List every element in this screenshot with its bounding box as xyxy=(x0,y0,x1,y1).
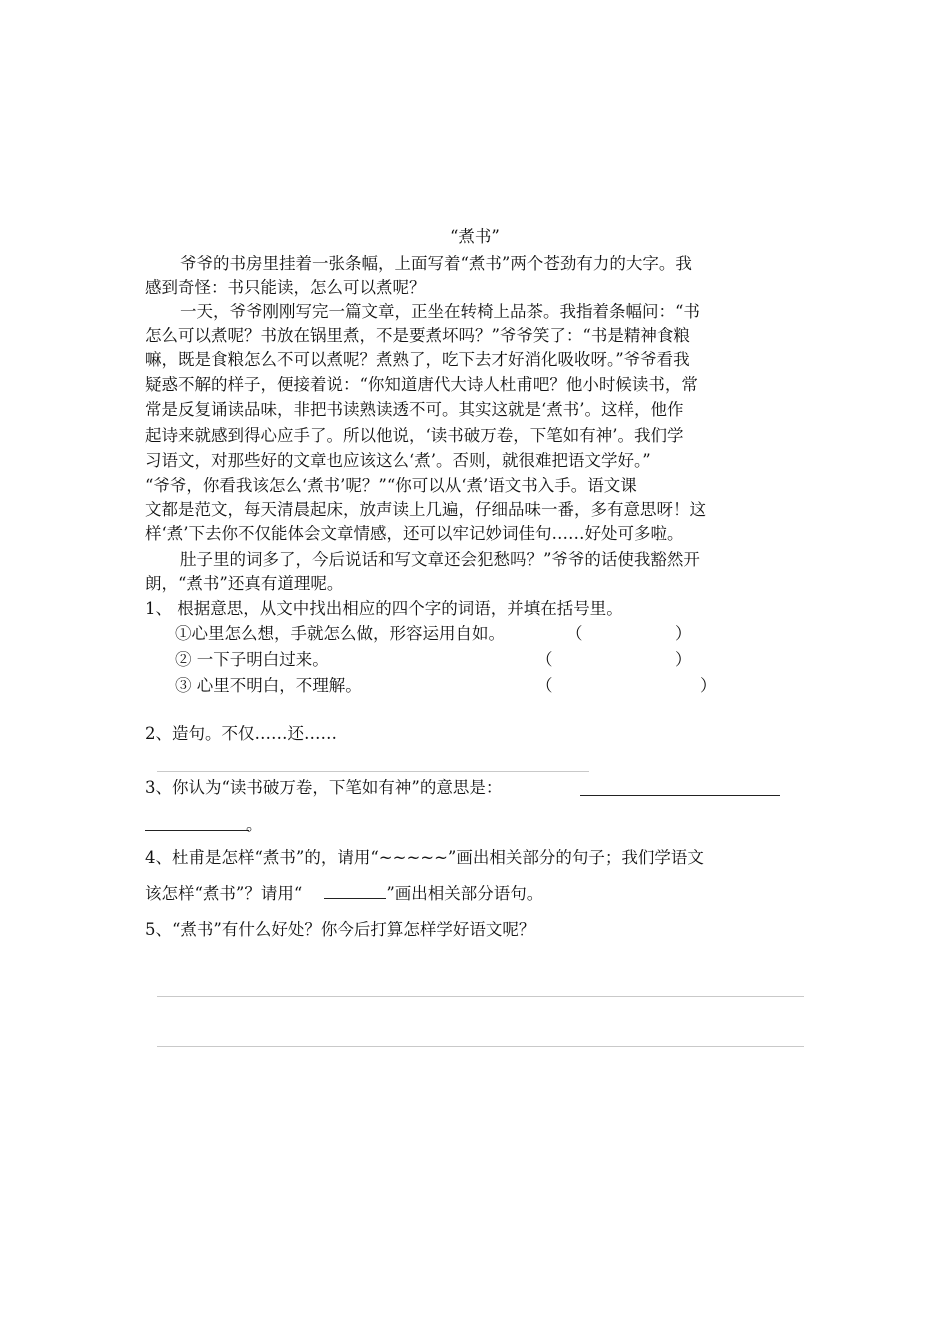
answer-open-paren: （ xyxy=(536,676,553,695)
passage-line: 怎么可以煮呢？书放在锅里煮，不是要煮坏吗？”爷爷笑了：“书是精神食粮 xyxy=(145,326,690,345)
question-4-line-1: 4、杜甫是怎样“煮书”的，请用“~~~~~”画出相关部分的句子；我们学语文 xyxy=(145,848,704,867)
question-2-prompt: 2、造句。不仅……还…… xyxy=(145,724,337,743)
passage-line: 嘛，既是食粮怎么不可以煮呢？煮熟了，吃下去才好消化吸收呀。”爷爷看我 xyxy=(145,350,690,369)
answer-close-paren: ） xyxy=(675,650,692,669)
passage-title: “煮书” xyxy=(450,227,500,246)
passage-line: 起诗来就感到得心应手了。所以他说，‘读书破万卷，下笔如有神’。我们学 xyxy=(145,426,684,445)
question-5-prompt: 5、“煮书”有什么好处？你今后打算怎样学好语文呢？ xyxy=(145,920,536,939)
passage-line: 疑惑不解的样子，便接着说：“你知道唐代大诗人杜甫吧？他小时候读书，常 xyxy=(145,375,698,394)
question-3-prompt: 3、你认为“读书破万卷，下笔如有神”的意思是： xyxy=(145,778,503,797)
passage-line: 文都是范文，每天清晨起床，放声读上几遍，仔细品味一番，多有意思呀！这 xyxy=(145,500,706,519)
answer-close-paren: ） xyxy=(700,676,717,695)
question-4-text-a: 该怎样“煮书”？请用“ xyxy=(145,884,303,903)
passage-line: 习语文，对那些好的文章也应该这么‘煮’。否则，就很难把语文学好。” xyxy=(145,451,651,470)
underline-sample xyxy=(324,884,386,899)
question-3-end: 。 xyxy=(246,815,263,834)
answer-blank[interactable] xyxy=(580,795,780,796)
question-1-prompt: 1、 根据意思，从文中找出相应的四个字的词语，并填在括号里。 xyxy=(145,599,623,618)
question-4-text-b: ”画出相关部分语句。 xyxy=(386,884,544,903)
passage-line: 爷爷的书房里挂着一张条幅，上面写着“煮书”两个苍劲有力的大字。我 xyxy=(180,254,692,273)
passage-line: 朗，“煮书”还真有道理呢。 xyxy=(145,574,344,593)
answer-open-paren: （ xyxy=(536,650,553,669)
answer-line[interactable] xyxy=(157,771,589,772)
passage-line: 样‘煮’下去你不仅能体会文章情感，还可以牢记妙词佳句……好处可多啦。 xyxy=(145,524,684,543)
passage-line: 常是反复诵读品味，非把书读熟读透不可。其实这就是‘煮书’。这样，他作 xyxy=(145,400,684,419)
answer-line[interactable] xyxy=(157,1046,804,1047)
passage-line: “爷爷，你看我该怎么‘煮书’呢？”“你可以从‘煮’语文书入手。语文课 xyxy=(145,476,637,495)
question-4-line-2 xyxy=(145,882,543,906)
passage-line: 感到奇怪：书只能读，怎么可以煮呢？ xyxy=(145,278,426,297)
answer-blank[interactable] xyxy=(145,830,249,831)
question-1-item: ①心里怎么想，手就怎么做，形容运用自如。 xyxy=(175,624,505,643)
passage-line: 肚子里的词多了，今后说话和写文章还会犯愁吗？”爷爷的话使我豁然开 xyxy=(180,550,700,569)
answer-close-paren: ） xyxy=(675,624,692,643)
answer-open-paren: （ xyxy=(566,624,583,643)
answer-line[interactable] xyxy=(157,996,804,997)
passage-line: 一天，爷爷刚刚写完一篇文章，正坐在转椅上品茶。我指着条幅问：“书 xyxy=(180,302,700,321)
question-1-item: ② 一下子明白过来。 xyxy=(175,650,329,669)
question-1-item: ③ 心里不明白，不理解。 xyxy=(175,676,362,695)
